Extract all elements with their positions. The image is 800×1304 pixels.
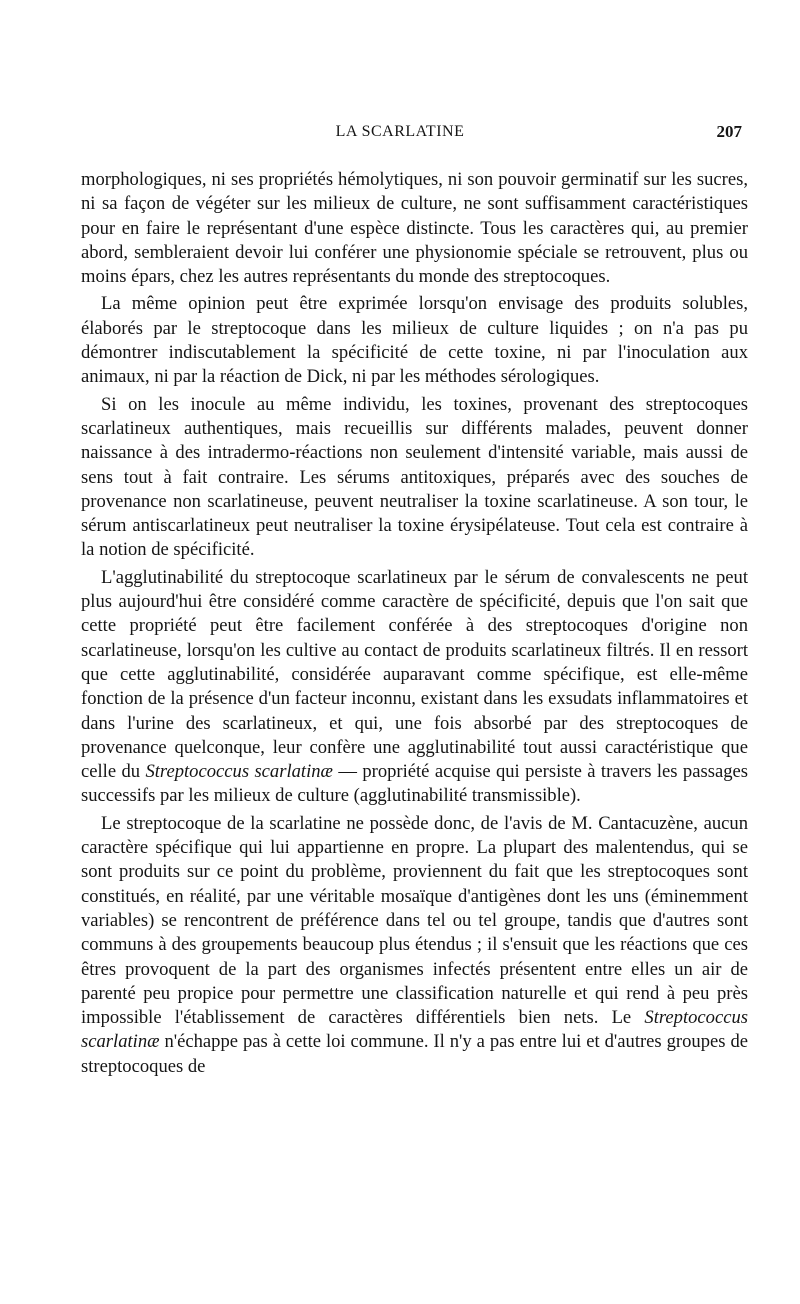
paragraph bbox=[81, 812, 748, 1079]
italic-term: Streptococcus scarlatinæ bbox=[145, 761, 333, 783]
page-header bbox=[0, 119, 800, 145]
text-run: Si on les inocule au même individu, les toxines, provenant des streptocoques scarlatineux authentiques, mais recueillis sur différents malades, peuvent donner naissance à des intradermo-réactions non seulement d'intensité variable, mais aussi de sens tout à fait contraire. Les sérums antitoxiques, préparés avec des souches de provenance non scarlatineuse, peuvent neutraliser la toxine scarlatineuse. A son tour, le sérum antiscarlatineux peut neutraliser la toxine érysipélateuse. Tout cela est contraire à la notion de spécificité. bbox=[81, 393, 748, 561]
text-run: morphologiques, ni ses propriétés hémolytiques, ni son pouvoir germinatif sur les sucres, ni sa façon de végéter sur les milieux de culture, ne sont suffisamment caractéristiques pour en faire le représentant d'une espèce distincte. Tous les caractères qui, au premier abord, sembleraient devoir lui conférer une physionomie spéciale se retrouvent, plus ou moins épars, chez les autres représentants du monde des streptocoques. bbox=[81, 169, 748, 288]
italic-term: Streptococcus scarlatinæ bbox=[81, 1007, 748, 1053]
text-run: L'agglutinabilité du streptocoque scarlatineux par le sérum de convalescents ne peut plus aujourd'hui être considéré comme caractère de spécificité, depuis que l'on sait que cette propriété peut être facilement conférée à des streptocoques d'origine non scarlatineuse, lorsqu'on les cultive au contact de produits scarlatineux filtrés. Il en ressort que cette agglutinabilité, considérée auparavant comme spécifique, est elle-même fonction de la présence d'un facteur inconnu, existant dans les exsudats inflammatoires et dans l'urine des scarlatineux, et qui, une fois absorbé par des streptocoques de provenance quelconque, leur confère une agglutinabilité tout aussi caractéristique que celle du bbox=[81, 566, 748, 783]
page-number: 207 bbox=[716, 122, 742, 141]
text-run: La même opinion peut être exprimée lorsqu'on envisage des produits solubles, élaborés par le streptocoque dans les milieux de culture liquides ; on n'a pas pu démontrer indiscutablement la spécificité de cette toxine, ni par l'inoculation aux animaux, ni par la réaction de Dick, ni par les méthodes sérologiques. bbox=[81, 293, 748, 388]
paragraph bbox=[81, 393, 748, 563]
paragraph bbox=[81, 292, 748, 389]
text-run: — propriété acquise qui persiste à travers les passages successifs par les milieux de culture (agglutinabilité transmissible). bbox=[81, 761, 748, 807]
running-title: LA SCARLATINE bbox=[335, 123, 465, 140]
text-run: Le streptocoque de la scarlatine ne possède donc, de l'avis de M. Cantacuzène, aucun caractère spécifique qui lui appartienne en propre. La plupart des malentendus, qui se sont produits sur ce point du problème, proviennent du fait que les streptocoques sont constitués, en réalité, par une véritable mosaïque d'antigènes dont les uns (éminemment variables) se rencontrent de préférence dans tel ou tel groupe, tandis que d'autres sont communs à des groupements beaucoup plus étendus ; il s'ensuit que les réactions que ces êtres provoquent de la part des organismes infectés présentent entre elles un air de parenté peu propice pour permettre une classification naturelle et qui rend à peu près impossible l'établissement de caractères différentiels bien nets. Le bbox=[81, 812, 748, 1029]
paragraph bbox=[81, 566, 748, 809]
body-text bbox=[81, 168, 748, 1079]
text-run: n'échappe pas à cette loi commune. Il n'y a pas entre lui et d'autres groupes de streptocoques de bbox=[81, 1031, 748, 1077]
paragraph bbox=[81, 168, 748, 289]
